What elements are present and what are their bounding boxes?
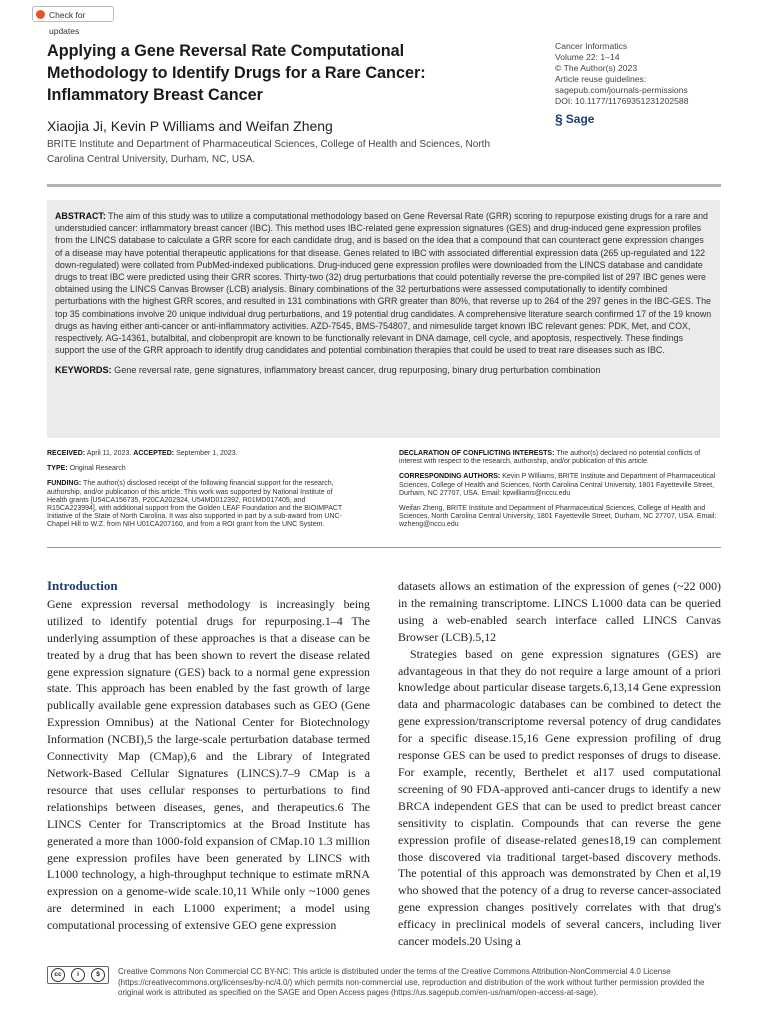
sage-s-icon: § — [555, 111, 563, 127]
article-metadata-left — [47, 450, 347, 537]
body-column-left — [47, 578, 370, 934]
doi-link[interactable]: DOI: 10.1177/11769351231202588 — [555, 96, 689, 106]
funding — [47, 480, 347, 529]
journal-copyright: © The Author(s) 2023 — [555, 63, 638, 73]
header-divider — [47, 184, 721, 187]
affiliation: BRITE Institute and Department of Pharmaceutical Sciences, College of Health and Sciences, North Carolina Central University, Durham, NC, USA. — [47, 139, 491, 165]
received-label: RECEIVED: — [47, 450, 86, 457]
abstract-text: The aim of this study was to utilize a computational methodology based on Gene Reversal Rate (GRR) scoring to repurpose existing drugs for a rare and understudied cancer: inflammatory breast cancer (IBC). This method uses IBC-related gene expression signatures (GES) and drug-induced gene expression profiles from the LINCS database to calculate a GRR score for each candidate drug, and is based on the idea that a compound that can counteract gene expression changes of a disease may have potential therapeutic applications for that disease. Genes related to IBC with associated differential expression data (265 up-regulated and 122 down-regulated) were collated from PubMed-indexed publications. Drug-induced gene expression profiles were downloaded from the LINCS database and candidate drugs to treat IBC were predicted using their GRR scores. Thirty-two (32) drug perturbations that could potentially reverse the pre-compiled list of 297 IBC genes were obtained using the LINCS Canvas Browser (LCB) analysis. Binary combinations of the 32 perturbations were assessed computationally to identify combined perturbations with the highest GRR scores, and resulted in 131 combinations with GRR greater than 80%, that reverse up to 264 of the 297 genes in the IBC-GES. The top 35 combinations involve 20 unique individual drug perturbations, and 19 potential drug candidates. A comprehensive literature search confirmed 17 of the 19 known drugs as having either anti-cancer or anti-inflammatory activities. AZD-7545, BMS-754807, and nimesulide target known IBC relevant genes: PDK, Met, and COX, respectively. AG-14361, butalbital, and clobenpropit are known to be functionally relevant in DNA damage, cell cycle, and apoptosis, respectively. These findings support the use of the GRR approach to identify drug candidates and potential combination therapies that could be used to treat rare diseases such as IBC. — [55, 211, 712, 356]
abstract-paragraph — [55, 210, 712, 356]
corresponding-label: CORRESPONDING AUTHORS: — [399, 473, 501, 481]
body-paragraph: datasets allows an estimation of the expression of genes (~22 000) in the remaining transcriptome. LINCS L1000 data can be queried using a web-enabled search interface called LINCS Canvas Browser (LCB).5,12 — [398, 579, 721, 644]
funding-text: The author(s) disclosed receipt of the following financial support for the research, authorship, and/or publication of this article: This work was supported by National Institute of Health grants [U54CA156735, P20CA202924, U54MD012392, R01MD017405, and R15CA223994], with additional support from the Golden LEAF Foundation and the BIOIMPACT Initiative of the State of North Carolina. It was also supported in part by a sub-award from UNC-Chapel Hill to W.Z. from NIH U01CA207160, and from a ROI grant from the UNC System. — [47, 480, 343, 529]
corresponding-text-1: Kevin P Williams, BRITE Institute and Department of Pharmaceutical Sciences, College of Health and Sciences, North Carolina Central University, 1801 Fayetteville Street, Durham, NC 27707, USA. Email: kpwilliams@nccu.edu — [399, 473, 716, 497]
cc-icon: cc — [51, 968, 65, 982]
reuse-label: Article reuse guidelines: — [555, 74, 647, 84]
journal-volume: Volume 22: 1–14 — [555, 52, 620, 62]
author-list: Xiaojia Ji, Kevin P Williams and Weifan Zheng — [47, 118, 333, 134]
funding-label: FUNDING: — [47, 480, 82, 488]
keywords-text: Gene reversal rate, gene signatures, inflammatory breast cancer, drug repurposing, binary drug perturbation combination — [114, 365, 601, 376]
dates — [47, 450, 347, 458]
article-type — [47, 465, 347, 473]
accepted-date: September 1, 2023. — [176, 450, 238, 457]
article-title: Applying a Gene Reversal Rate Computational Methodology to Identify Drugs for a Rare Cancer: Inflammatory Breast Cancer — [47, 42, 426, 104]
check-for-updates-button[interactable] — [32, 6, 114, 36]
journal-name: Cancer Informatics — [555, 41, 628, 51]
corresponding-text-2: Weifan Zheng, BRITE Institute and Department of Pharmaceutical Sciences, College of Health and Sciences, North Carolina Central University, 1801 Fayetteville Street, Durham, NC 27707, USA. Email: wzheng@nccu.edu — [399, 505, 717, 529]
conflict-label: DECLARATION OF CONFLICTING INTERESTS: — [399, 450, 555, 457]
metadata-divider — [47, 547, 721, 548]
updates-icon — [36, 10, 45, 19]
by-icon: i — [71, 968, 85, 982]
received-date: April 11, 2023. — [86, 450, 132, 457]
publisher-name: Sage — [565, 112, 595, 126]
conflict-text: The author(s) declared no potential conflicts of interest with respect to the research, authorship, and/or publication of this article. — [399, 450, 701, 466]
journal-info — [555, 41, 755, 107]
cc-license-badge[interactable] — [47, 966, 109, 984]
type-value: Original Research — [69, 465, 126, 473]
nc-icon: $ — [91, 968, 105, 982]
body-paragraph: Gene expression reversal methodology is increasingly being utilized to identify potential drugs for repurposing.1–4 The underlying assumption of these approaches is that a disease can be treated by a drug that has been shown to revert the disease related gene expression signature (GES) back to a normal gene expression state. This approach has been enabled by the fast growth of large publically available gene expression databases such as GEO (Gene Expression Omnibus) at the National Center for Biotechnology Information (NCBI),5 the large-scale perturbation database termed Connectivity Map (CMap),6 and the Library of Integrated Network-Based Cellular Signatures (LINCS).7–9 CMap is a resource that uses cellular responses to perturbations to find relationships between diseases, genes, and therapeutics.6 The LINCS Center for Transcriptomics at the Broad Institute has generated a more than 1000-fold expansion of CMap.10 1.3 million gene expression profiles have been generated by LINCS with L1000 technology, a high-throughput technique to estimate mRNA expression on a genome-wide scale.10,11 While only ~1000 genes are determined in each L1000 experiment; a model using computational processing of extensive GEO gene expression — [47, 596, 370, 933]
corresponding-author-2 — [399, 505, 719, 530]
accepted-label: ACCEPTED: — [133, 450, 175, 457]
license-text: Creative Commons Non Commercial CC BY-NC: This article is distributed under the terms of the Creative Commons Attribution-NonCommercial 4.0 License (https://creativecommons.org/licenses/by-nc/4.0/) which permits non-commercial use, reproduction and distribution of the work without further permission provided the original work is attributed as specified on the SAGE and Open Access pages (https://us.sagepub.com/en-us/nam/open-access-at-sage). — [118, 967, 705, 997]
type-label: TYPE: — [47, 465, 68, 473]
publisher-logo — [555, 111, 594, 127]
article-metadata-right — [399, 450, 719, 537]
conflict-statement — [399, 450, 719, 466]
abstract-box — [47, 200, 720, 438]
body-paragraph: Strategies based on gene expression signatures (GES) are advantageous in that they do not require a large amount of a priori knowledge about particular disease targets.6,13,14 Gene expression data and pharmacologic databases can be combined to detect the gene expression/transcriptome reversal potency of drug candidates for a specific disease.15,16 Gene expression profiling of drug response GES can be used to predict responses of drugs to disease. For example, recently, Berthelet et al17 used computational screening of 90 FDA-approved anti-cancer drugs to identify a new BRCA independent GES that can be used to predict breast cancer sensitivity to cisplatin. Compounds that can reverse the gene expression profile of disease-related genes18,19 can complement those discovered via traditional target-based discovery methods. The potential of this approach was demonstrated by Chen et al,19 who showed that the potency of a drug to reverse cancer-associated gene expression changes positively correlates with that drug's efficacy in preclinical models of several cancers, including liver cancer models.20 Using a — [398, 646, 721, 949]
check-for-updates-label: Check for updates — [49, 10, 86, 36]
body-column-right — [398, 578, 721, 950]
section-heading-introduction: Introduction — [47, 578, 118, 593]
keywords — [55, 364, 712, 376]
reuse-link[interactable]: sagepub.com/journals-permissions — [555, 85, 688, 95]
corresponding-author-1 — [399, 473, 719, 498]
abstract-label: ABSTRACT: — [55, 211, 106, 221]
keywords-label: KEYWORDS: — [55, 365, 112, 376]
